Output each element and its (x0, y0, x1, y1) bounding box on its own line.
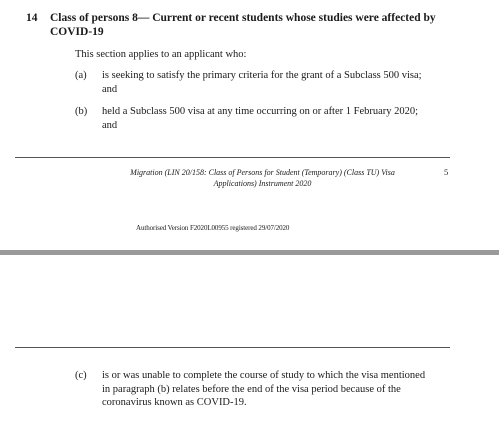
paragraph-body (102, 105, 482, 132)
page-number: 5 (444, 167, 449, 177)
paragraph-body (102, 69, 482, 96)
section-number: 14 (26, 12, 38, 24)
paragraph-label: (a) (75, 70, 87, 81)
authorised-version: Authorised Version F2020L00955 registered 29/07/2020 (136, 224, 290, 232)
page-separator (0, 250, 499, 255)
paragraph-label: (b) (75, 106, 88, 117)
header-rule (15, 347, 450, 348)
footer-title-line: Applications) Instrument 2020 (213, 179, 312, 188)
paragraph-line: in paragraph (b) relates before the end of the visa period because of the (102, 383, 401, 395)
section-title-line: COVID-19 (50, 26, 104, 38)
footer-rule (15, 157, 450, 158)
footer-title-line: Migration (LIN 20/158: Class of Persons for Student (Temporary) (Class TU) Visa (130, 168, 395, 177)
paragraph-line: and (102, 83, 118, 95)
paragraph-line: is seeking to satisfy the primary criteria for the grant of a Subclass 500 visa; (102, 70, 422, 81)
section-title-line: Class of persons 8— Current or recent students whose studies were affected by (50, 12, 436, 24)
paragraph-line: coronavirus known as COVID-19. (102, 397, 247, 408)
footer-instrument-title (100, 167, 425, 189)
section-intro: This section applies to an applicant who: (75, 49, 247, 60)
paragraph-line: and (102, 119, 118, 131)
paragraph-label: (c) (75, 370, 87, 381)
section-title (50, 11, 480, 39)
paragraph-body (102, 369, 482, 410)
paragraph-line: is or was unable to complete the course of study to which the visa mentioned (102, 370, 426, 381)
paragraph-line: held a Subclass 500 visa at any time occurring on or after 1 February 2020; (102, 106, 419, 117)
